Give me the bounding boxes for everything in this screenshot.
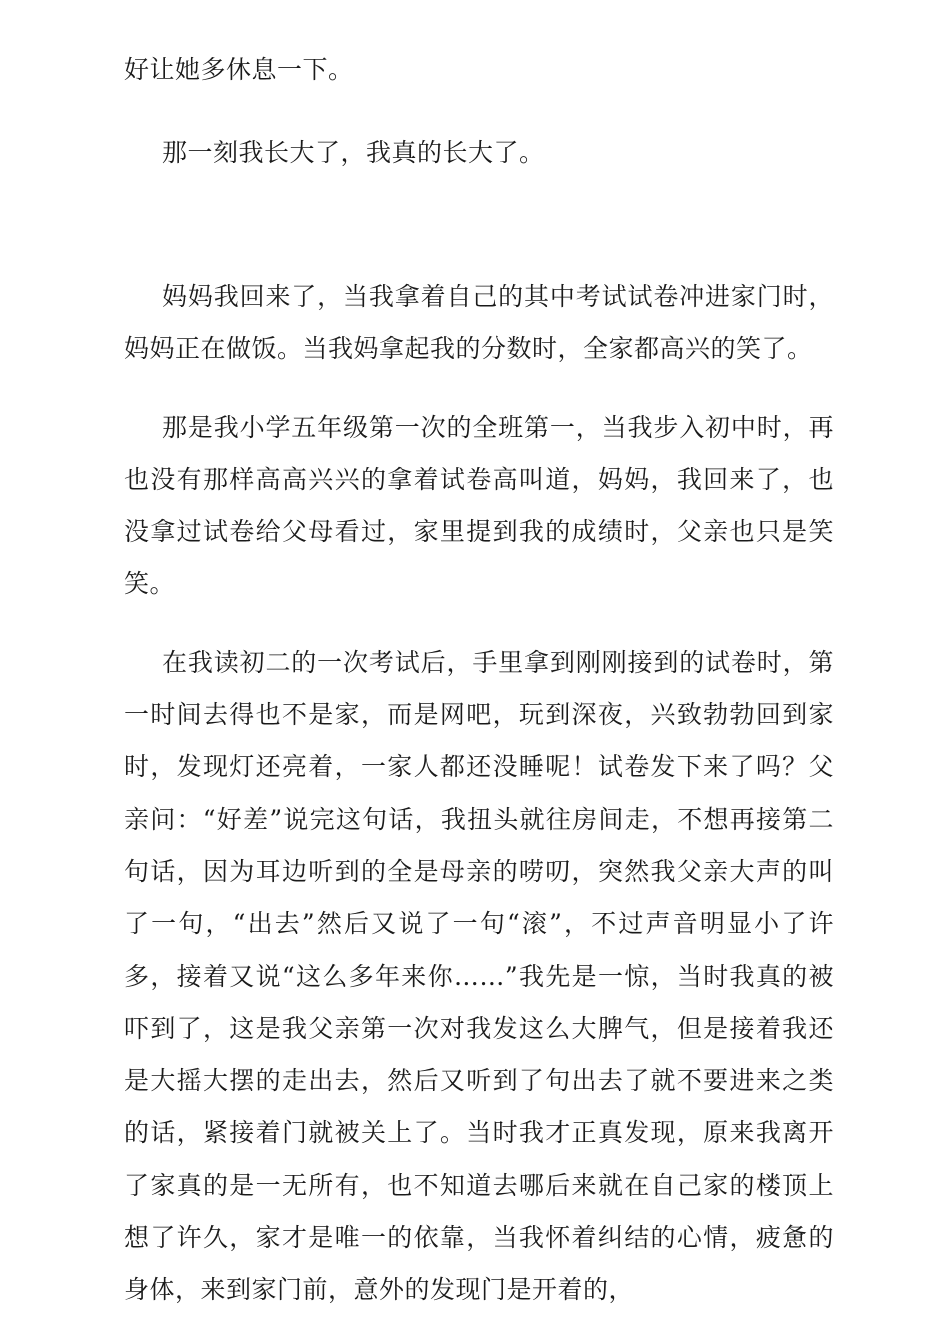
- paragraph-continuation: 好让她多休息一下。: [124, 55, 354, 84]
- paragraph-exam-night: 在我读初二的一次考试后，手里拿到刚刚接到的试卷时，第一时间去得也不是家，而是网吧，玩到深夜，兴致勃勃回到家时，发现灯还亮着，一家人都还没睡呢！试卷发下来了吗？父亲问：“好差”说完这句话，我扭头就往房间走，不想再接第二句话，因为耳边听到的全是母亲的唠叨，突然我父亲大声的叫了一句，“出去”然后又说了一句“滚”，不过声音明显小了许多，接着又说“这么多年来你……”我先是一惊，当时我真的被吓到了，这是我父亲第一次对我发这么大脾气，但是接着我还是大摇大摆的走出去，然后又听到了句出去了就不要进来之类的话，紧接着门就被关上了。当时我才正真发现，原来我离开了家真的是一无所有，也不知道去哪后来就在自己家的楼顶上想了许久，家才是唯一的依靠，当我怀着纠结的心情，疲惫的身体，来到家门前，意外的发现门是开着的，: [124, 647, 834, 1305]
- paragraph-back-home: 妈妈我回来了，当我拿着自己的其中考试试卷冲进家门时，妈妈正在做饭。当我妈拿起我的分数时，全家都高兴的笑了。: [124, 282, 834, 364]
- text-block-grow: [124, 127, 834, 179]
- text-block-top: [124, 44, 834, 96]
- paragraph-grew-up: 那一刻我长大了，我真的长大了。: [162, 138, 545, 167]
- paragraph-gap: [124, 611, 834, 637]
- paragraph-first-place: 那是我小学五年级第一次的全班第一，当我步入初中时，再也没有那样高高兴兴的拿着试卷高叫道，妈妈，我回来了，也没拿过试卷给父母看过，家里提到我的成绩时，父亲也只是笑笑。: [124, 412, 834, 599]
- paragraph-gap: [124, 376, 834, 402]
- text-block-main: [124, 271, 834, 1317]
